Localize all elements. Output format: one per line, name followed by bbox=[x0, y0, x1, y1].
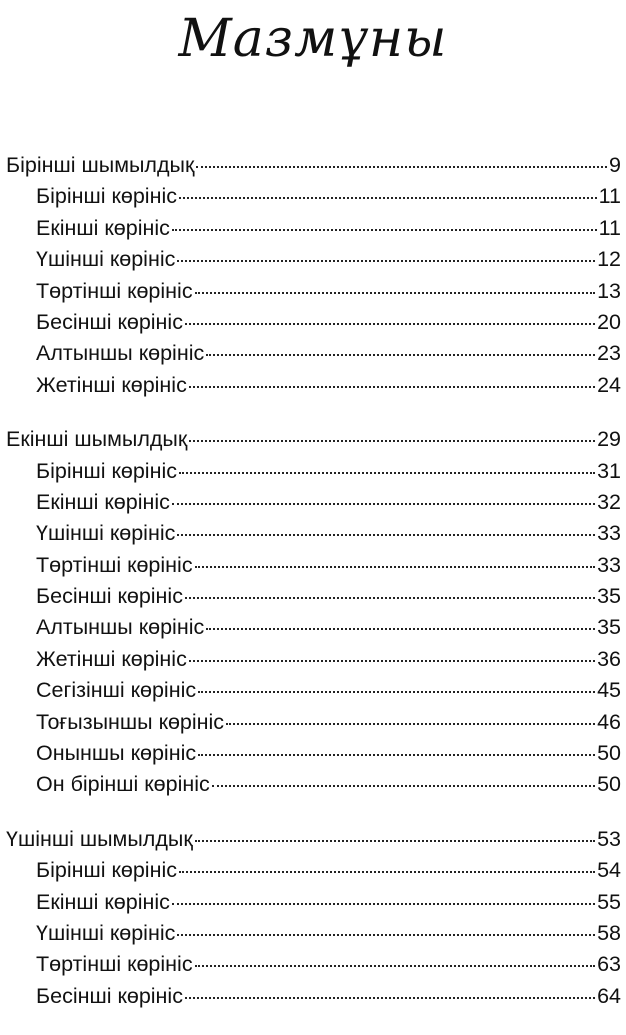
dot-leader bbox=[179, 472, 595, 474]
page-number: 55 bbox=[597, 889, 621, 914]
part-title: Екінші шымылдық bbox=[6, 427, 188, 452]
page-number: 53 bbox=[597, 826, 621, 851]
toc-scene-entry[interactable] bbox=[0, 675, 626, 706]
toc-scene-entry[interactable] bbox=[0, 949, 626, 980]
page-number: 29 bbox=[597, 427, 621, 452]
dot-leader bbox=[177, 934, 595, 936]
scene-title: Үшінші көрініс bbox=[36, 920, 176, 945]
scene-title: Бесінші көрініс bbox=[36, 309, 183, 334]
page-number: 24 bbox=[597, 372, 621, 397]
dot-leader bbox=[179, 871, 595, 873]
page-number: 9 bbox=[609, 153, 621, 177]
scene-title: Сегізінші көрініс bbox=[36, 678, 197, 703]
page-number: 50 bbox=[597, 741, 621, 766]
toc-scene-entry[interactable] bbox=[0, 244, 626, 275]
toc-scene-entry[interactable] bbox=[0, 769, 626, 800]
toc-scene-entry[interactable] bbox=[0, 707, 626, 738]
page-number: 12 bbox=[597, 247, 621, 272]
dot-leader bbox=[189, 660, 595, 662]
toc-section bbox=[0, 150, 626, 401]
toc-scene-entry[interactable] bbox=[0, 612, 626, 643]
toc-scene-entry[interactable] bbox=[0, 887, 626, 918]
toc-scene-entry[interactable] bbox=[0, 181, 626, 212]
dot-leader bbox=[177, 260, 595, 262]
page-number: 54 bbox=[597, 858, 621, 883]
scene-title: Тоғызыншы көрініс bbox=[36, 709, 225, 734]
dot-leader bbox=[185, 323, 595, 325]
dot-leader bbox=[179, 197, 597, 199]
page-number: 20 bbox=[597, 309, 621, 334]
toc-scene-entry[interactable] bbox=[0, 456, 626, 487]
scene-title: Төртінші көрініс bbox=[36, 278, 193, 303]
toc-section bbox=[0, 424, 626, 801]
dot-leader bbox=[185, 997, 595, 999]
toc-part-entry[interactable] bbox=[0, 824, 626, 855]
dot-leader bbox=[172, 229, 597, 231]
page-number: 13 bbox=[597, 278, 621, 303]
page-number: 32 bbox=[597, 489, 621, 514]
page-title: Мазмұны bbox=[178, 9, 448, 69]
dot-leader bbox=[189, 440, 595, 442]
dot-leader bbox=[198, 691, 595, 693]
scene-title: Бірінші көрініс bbox=[36, 184, 177, 209]
dot-leader bbox=[198, 754, 595, 756]
scene-title: Бесінші көрініс bbox=[36, 983, 183, 1008]
dot-leader bbox=[195, 965, 596, 967]
toc-scene-entry[interactable] bbox=[0, 370, 626, 401]
page-number: 36 bbox=[597, 646, 621, 671]
page-number: 46 bbox=[597, 709, 621, 734]
dot-leader bbox=[212, 785, 595, 787]
dot-leader bbox=[177, 534, 595, 536]
toc-scene-entry[interactable] bbox=[0, 644, 626, 675]
dot-leader bbox=[206, 354, 595, 356]
scene-title: Оныншы көрініс bbox=[36, 741, 197, 766]
dot-leader bbox=[189, 386, 595, 388]
toc-part-entry[interactable] bbox=[0, 150, 626, 181]
page-number: 50 bbox=[597, 772, 621, 797]
toc-section bbox=[0, 824, 626, 1012]
toc-scene-entry[interactable] bbox=[0, 487, 626, 518]
scene-title: Екінші көрініс bbox=[36, 215, 170, 240]
dot-leader bbox=[172, 903, 595, 905]
page-number: 31 bbox=[597, 458, 621, 483]
toc-scene-entry[interactable] bbox=[0, 581, 626, 612]
scene-title: Бесінші көрініс bbox=[36, 584, 183, 609]
scene-title: Алтыншы көрініс bbox=[36, 341, 205, 366]
page-number: 33 bbox=[597, 552, 621, 577]
dot-leader bbox=[195, 292, 596, 294]
toc-scene-entry[interactable] bbox=[0, 518, 626, 549]
scene-title: Бірінші көрініс bbox=[36, 458, 177, 483]
page-number: 35 bbox=[597, 615, 621, 640]
scene-title: Үшінші көрініс bbox=[36, 247, 176, 272]
toc-scene-entry[interactable] bbox=[0, 918, 626, 949]
toc-part-entry[interactable] bbox=[0, 424, 626, 455]
scene-title: Төртінші көрініс bbox=[36, 552, 193, 577]
page-number: 33 bbox=[597, 521, 621, 546]
page-number: 35 bbox=[597, 584, 621, 609]
dot-leader bbox=[172, 503, 595, 505]
toc-scene-entry[interactable] bbox=[0, 550, 626, 581]
scene-title: Бірінші көрініс bbox=[36, 858, 177, 883]
page-number: 11 bbox=[598, 215, 621, 240]
dot-leader bbox=[195, 566, 596, 568]
scene-title: Жетінші көрініс bbox=[36, 646, 187, 671]
scene-title: Үшінші көрініс bbox=[36, 521, 176, 546]
dot-leader bbox=[226, 723, 595, 725]
dot-leader bbox=[195, 840, 595, 842]
page-number: 11 bbox=[598, 184, 621, 209]
page-number: 23 bbox=[597, 341, 621, 366]
scene-title: Екінші көрініс bbox=[36, 889, 170, 914]
toc-scene-entry[interactable] bbox=[0, 307, 626, 338]
dot-leader bbox=[196, 166, 607, 168]
table-of-contents bbox=[0, 150, 626, 1035]
part-title: Үшінші шымылдық bbox=[6, 826, 193, 851]
dot-leader bbox=[185, 597, 595, 599]
scene-title: Он бірінші көрініс bbox=[36, 772, 210, 797]
toc-scene-entry[interactable] bbox=[0, 981, 626, 1012]
toc-scene-entry[interactable] bbox=[0, 276, 626, 307]
toc-scene-entry[interactable] bbox=[0, 338, 626, 369]
page-number: 63 bbox=[597, 952, 621, 977]
scene-title: Төртінші көрініс bbox=[36, 952, 193, 977]
part-title: Бірінші шымылдық bbox=[6, 153, 195, 177]
page-number: 45 bbox=[597, 678, 621, 703]
scene-title: Алтыншы көрініс bbox=[36, 615, 205, 640]
scene-title: Жетінші көрініс bbox=[36, 372, 187, 397]
page-number: 64 bbox=[597, 983, 621, 1008]
page-number: 58 bbox=[597, 920, 621, 945]
dot-leader bbox=[206, 628, 595, 630]
toc-scene-entry[interactable] bbox=[0, 738, 626, 769]
scene-title: Екінші көрініс bbox=[36, 489, 170, 514]
toc-scene-entry[interactable] bbox=[0, 213, 626, 244]
toc-scene-entry[interactable] bbox=[0, 855, 626, 886]
